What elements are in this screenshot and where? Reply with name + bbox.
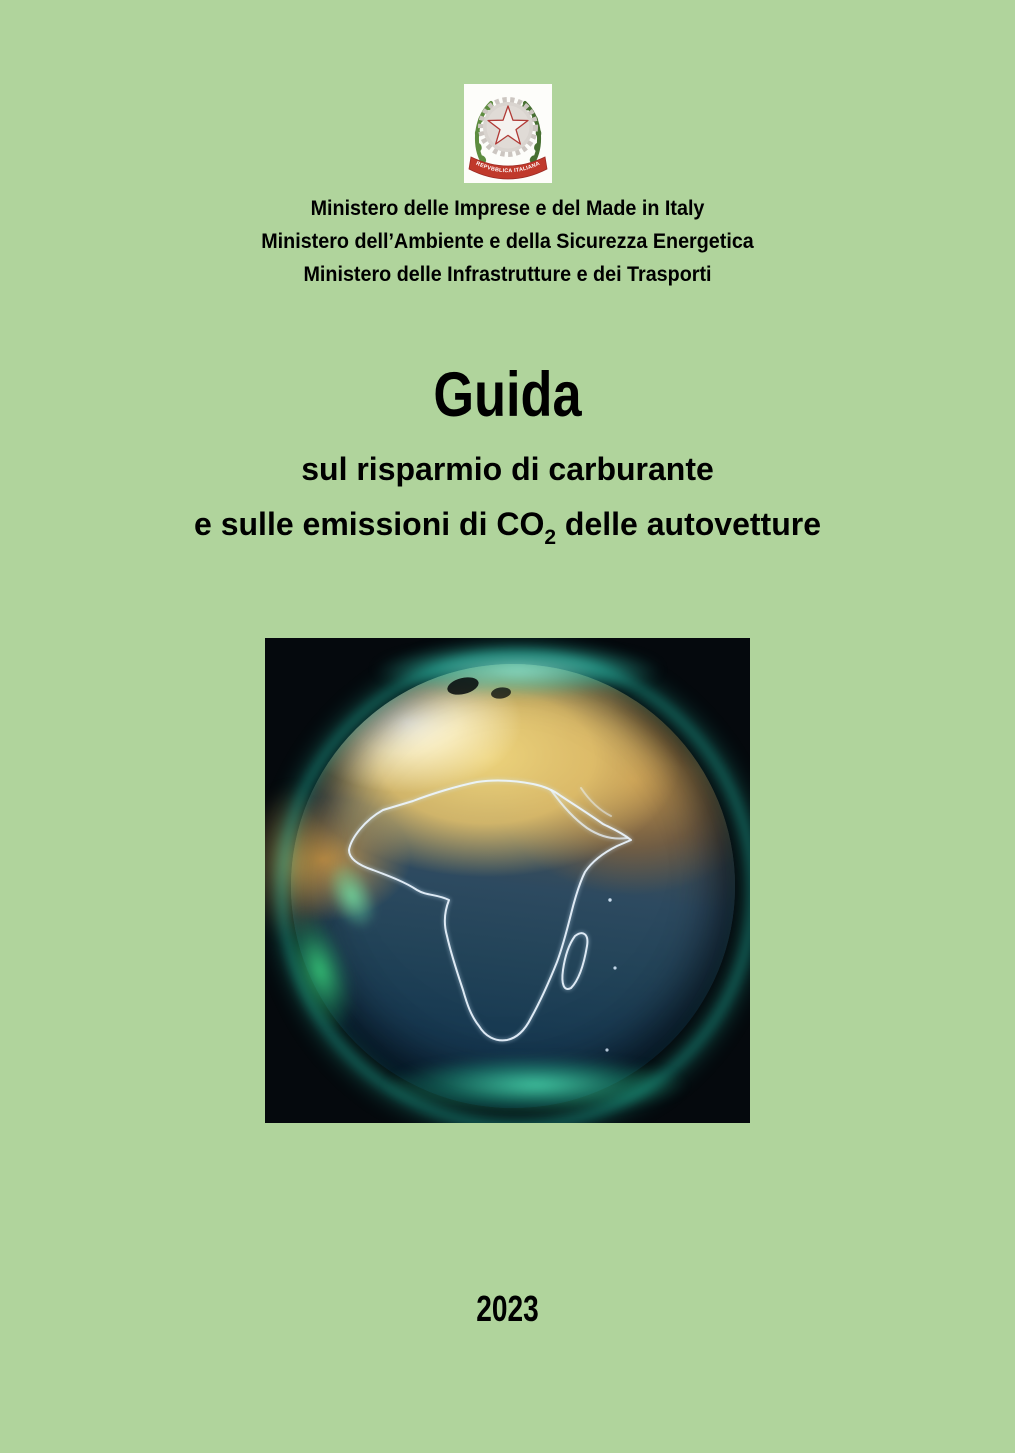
coastline-strokes: [349, 781, 631, 1041]
africa-coastline-overlay: [265, 638, 750, 1123]
subtitle-line-1: sul risparmio di carburante: [301, 451, 714, 487]
publication-year: 2023: [476, 1288, 539, 1329]
ministry-line-2: Ministero dell’Ambiente e della Sicurezza Energetica: [261, 230, 754, 253]
italian-republic-emblem: [464, 84, 552, 183]
subtitle-line-2: [0, 501, 1015, 550]
dark-sea-blob: [446, 674, 481, 697]
ministry-line-1: Ministero delle Imprese e del Made in Italy: [310, 197, 705, 220]
page-title: Guida: [433, 360, 582, 430]
subtitle-line-2-pre: e sulle emissioni di CO: [194, 506, 545, 542]
ribbon-text: REPVBBLICA ITALIANA: [474, 160, 541, 175]
cover-image-earth-globe: [265, 638, 750, 1123]
emblem-graphic: [464, 84, 552, 183]
ministries-block: [30, 192, 984, 291]
dark-sea-blob-small: [490, 686, 511, 700]
madagascar-outline: [562, 933, 587, 989]
co2-subscript: 2: [544, 526, 557, 550]
africa-outline: [349, 781, 631, 1041]
subtitle-line-2-post: delle autovetture: [556, 506, 821, 542]
ministry-line-3: Ministero delle Infrastrutture e dei Trasporti: [303, 263, 712, 286]
ocean-dots: [605, 898, 616, 1051]
